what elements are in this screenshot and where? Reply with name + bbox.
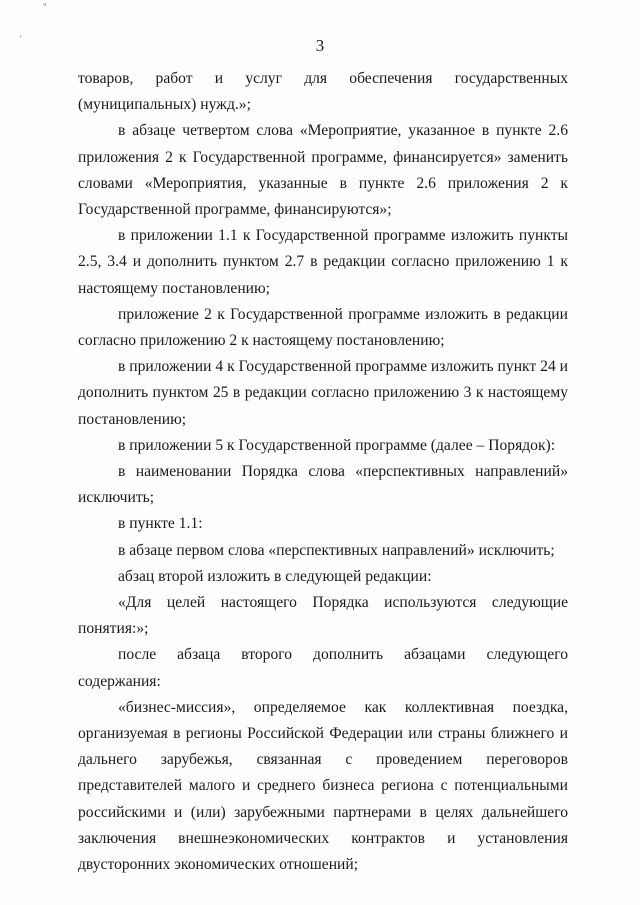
paragraph: в приложении 5 к Государственной программе (далее – Порядок): [118, 436, 556, 454]
scan-artifact-mark: " [43, 2, 47, 12]
paragraph: товаров, работ и услуг для обеспечения государственных (муниципальных) нужд.»; [78, 70, 568, 114]
paragraph: в наименовании Порядка слова «перспективных направлений» исключить; [78, 463, 568, 507]
paragraph: в пункте 1.1: [118, 515, 203, 533]
paragraph: в абзаце четвертом слова «Мероприятие, указанное в пункте 2.6 приложения 2 к Государственной программе, финансируется» заменить словами «Мероприятия, указанные в пункте 2.6 приложения 2 к Государственной программе, финансируются»; [78, 122, 568, 219]
paragraph: абзац второй изложить в следующей редакции: [118, 567, 432, 585]
paragraph: «бизнес-миссия», определяемое как коллективная поездка, организуемая в регионы Российской Федерации или страны ближнего и дальнего зарубежья, связанная с проведением переговоров представителей малого и среднего бизнеса региона с потенциальными российскими и (или) зарубежными партнерами в целях дальнейшего заключения внешнеэкономических контрактов и установления двусторонних экономических отношений; [78, 698, 568, 874]
paragraph: в приложении 1.1 к Государственной программе изложить пункты 2.5, 3.4 и дополнить пунктом 2.7 в редакции согласно приложению 1 к настоящему постановлению; [78, 227, 568, 297]
paragraph: приложение 2 к Государственной программе изложить в редакции согласно приложению 2 к настоящему постановлению; [78, 305, 568, 350]
document-body [78, 66, 568, 878]
page-number: 3 [315, 36, 325, 55]
scan-artifact-mark: ' [20, 34, 22, 44]
paragraph: «Для целей настоящего Порядка используются следующие понятия:»; [78, 594, 568, 638]
paragraph: после абзаца второго дополнить абзацами следующего содержания: [78, 646, 568, 690]
paragraph: в абзаце первом слова «перспективных направлений» исключить; [118, 541, 555, 559]
paragraph: в приложении 4 к Государственной программе изложить пункт 24 и дополнить пунктом 25 в редакции согласно приложению 3 к настоящему постановлению; [78, 358, 568, 428]
